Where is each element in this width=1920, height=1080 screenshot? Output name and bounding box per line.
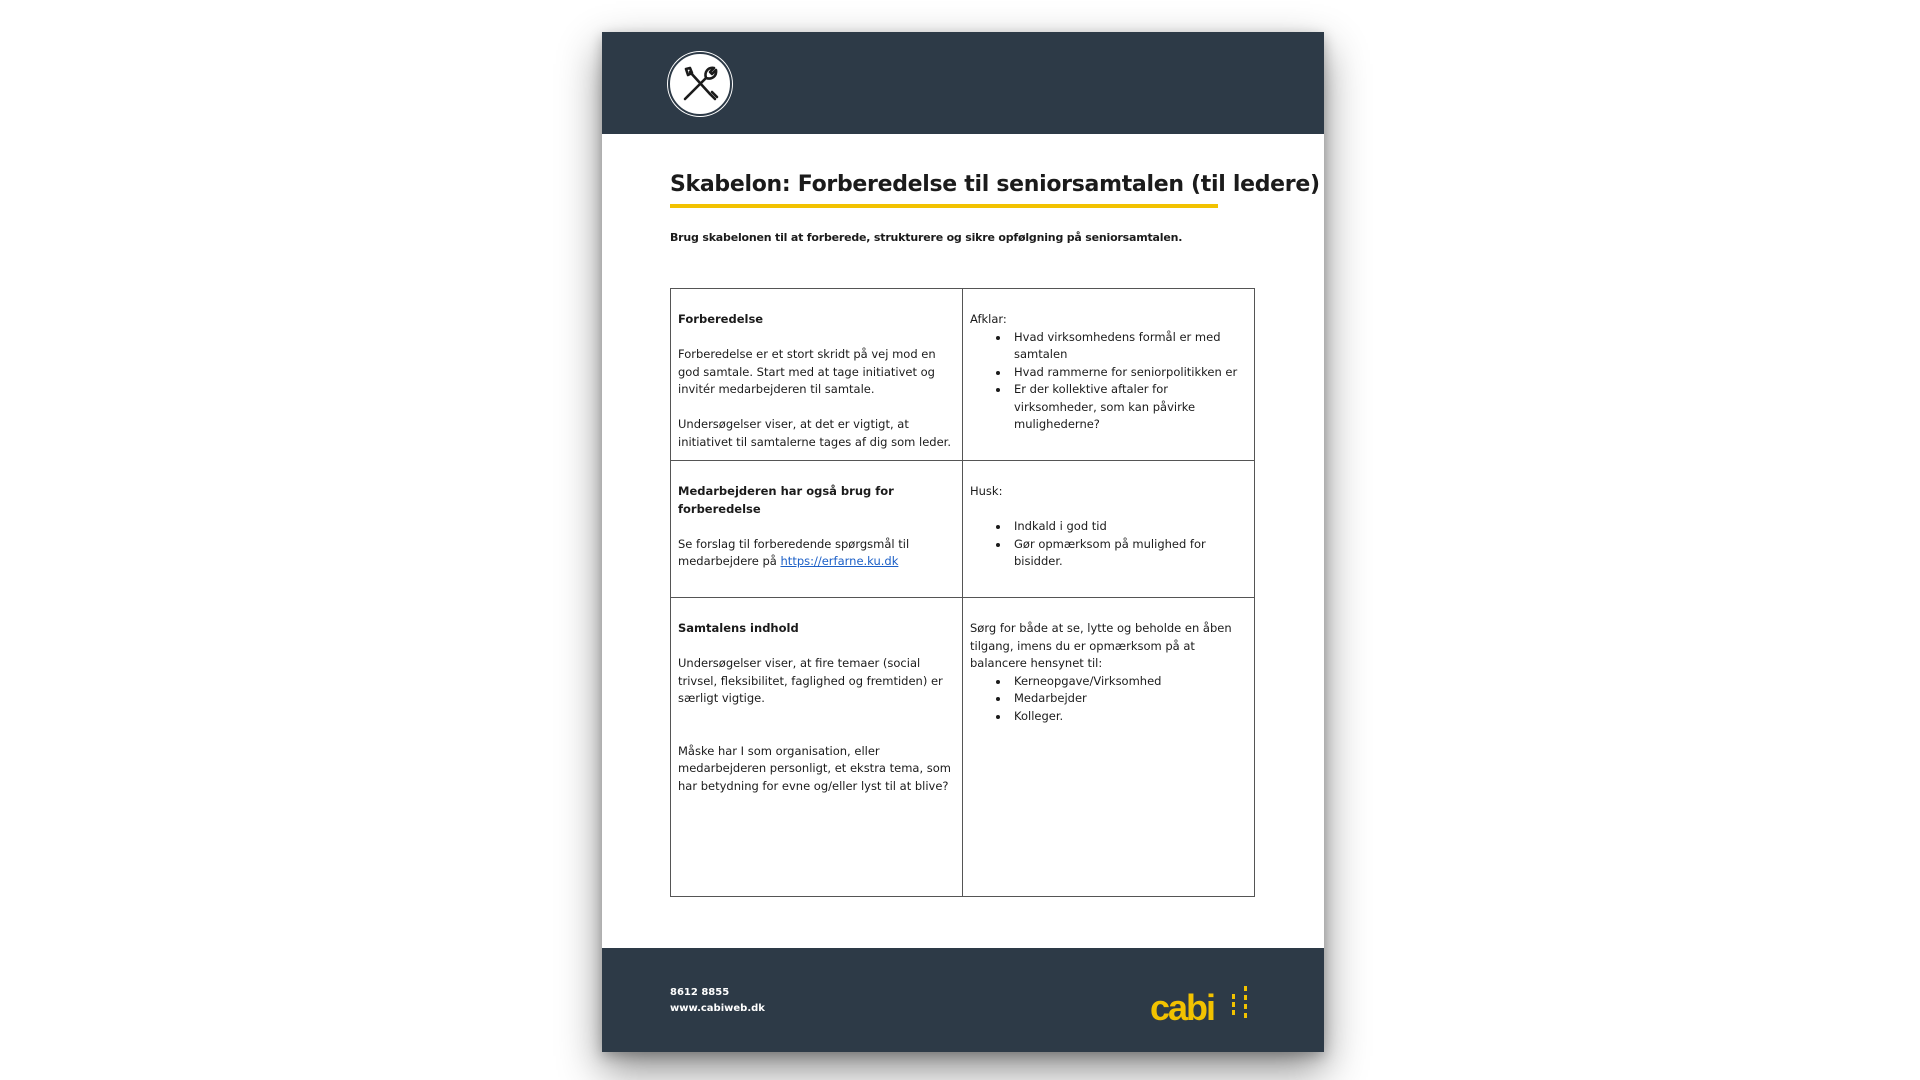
bullet-list [970, 518, 1247, 571]
list-item: • Indkald i god tid [1010, 518, 1247, 536]
bullet-list [970, 329, 1247, 434]
document-page [602, 32, 1324, 1052]
cell-remember [963, 461, 1255, 598]
erfarne-link[interactable]: https://erfarne.ku.dk [780, 554, 899, 568]
tools-icon [668, 52, 732, 116]
cell-employee-preparation [671, 461, 963, 598]
cell-paragraph: Forberedelse er et stort skridt på vej mod en god samtale. Start med at tage initiativet og invitér medarbejderen til samtale. [678, 347, 936, 396]
cell-preparation [671, 289, 963, 461]
intro-text: Brug skabelonen til at forberede, strukturere og sikre opfølgning på seniorsamtalen. [670, 231, 1183, 244]
list-item: • Kolleger. [1010, 708, 1247, 726]
cell-clarify [963, 289, 1255, 461]
cell-lead: Husk: [970, 484, 1003, 498]
cabi-logo-text: cabi [1150, 987, 1215, 1028]
cell-paragraph [678, 536, 955, 571]
header-band [602, 32, 1324, 134]
document-title: Skabelon: Forberedelse til seniorsamtalen (til ledere) [670, 172, 1320, 197]
cell-paragraph: Måske har I som organisation, eller medarbejderen personligt, et ekstra tema, som har betydning for evne og/eller lyst til at blive? [678, 743, 952, 793]
table-row [671, 461, 1255, 598]
cell-lead: Sørg for både at se, lytte og beholde en åben tilgang, imens du er opmærksom på at balancere hensynet til: [970, 621, 1232, 670]
footer-website: www.cabiweb.dk [670, 1003, 765, 1014]
list-item: • Hvad rammerne for seniorpolitikken er [1010, 364, 1247, 382]
cell-balance [963, 598, 1255, 897]
list-item: • Hvad virksomhedens formål er med samtalen [1010, 329, 1247, 364]
cell-paragraph-text: Se forslag til forberedende spørgsmål til medarbejdere på [678, 536, 910, 568]
cabi-logo [1150, 984, 1260, 1032]
cell-conversation-content [671, 598, 963, 897]
list-item: • Gør opmærksom på mulighed for bisidder. [1010, 536, 1247, 571]
cabi-logo-marks [1150, 984, 1260, 1032]
list-item: • Medarbejder [1010, 690, 1247, 708]
cell-heading: Medarbejderen har også brug for forberedelse [678, 484, 894, 516]
cell-lead: Afklar: [970, 312, 1007, 326]
table-row [671, 598, 1255, 897]
cell-heading: Samtalens indhold [678, 621, 799, 635]
cell-heading: Forberedelse [678, 312, 764, 326]
footer-band [602, 948, 1324, 1052]
cell-paragraph: Undersøgelser viser, at det er vigtigt, at initiativet til samtalerne tages af dig som leder. [678, 417, 951, 449]
bullet-list [970, 673, 1247, 726]
template-table [670, 288, 1255, 897]
list-item: • Er der kollektive aftaler for virksomheder, som kan påvirke mulighederne? [1010, 381, 1247, 434]
table-row [671, 289, 1255, 461]
title-underline [670, 204, 1218, 208]
cell-paragraph: Undersøgelser viser, at fire temaer (social trivsel, fleksibilitet, faglighed og fremtiden) er særligt vigtige. [678, 656, 943, 705]
list-item: • Kerneopgave/Virksomhed [1010, 673, 1247, 691]
footer-phone: 8612 8855 [670, 987, 730, 998]
